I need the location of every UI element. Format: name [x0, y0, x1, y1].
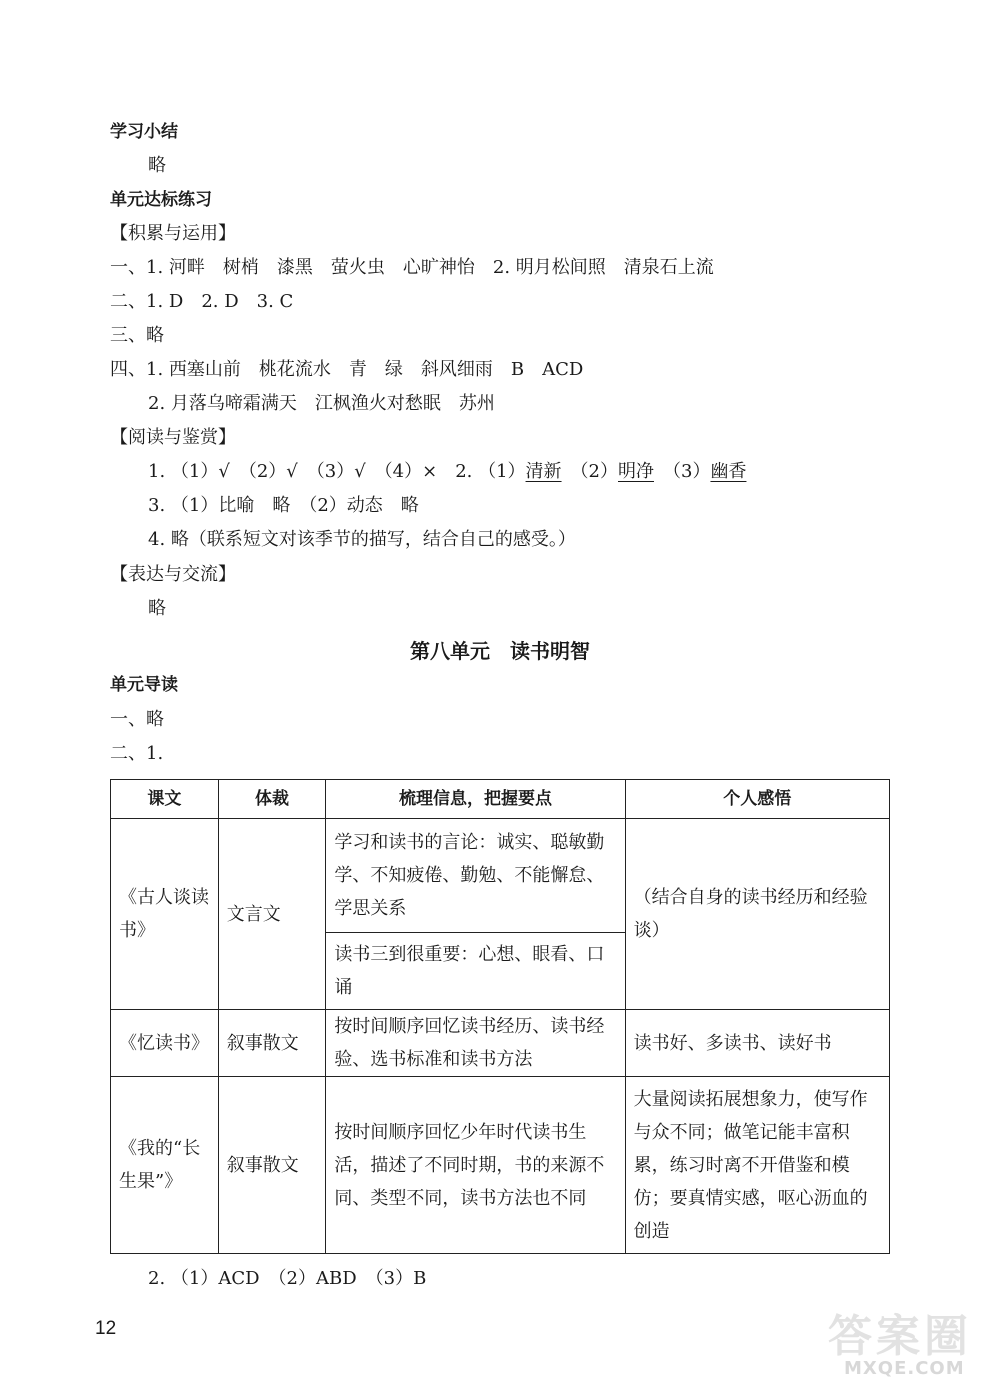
- reading-summary-table: [110, 779, 890, 1254]
- subsection-heading: 【表达与交流】: [110, 564, 236, 585]
- answer-line: 四、1. 西塞山前 桃花流水 青 绿 斜风细雨 B ACD: [110, 359, 584, 380]
- page-number: 12: [95, 1318, 117, 1339]
- watermark-logo: [822, 1300, 987, 1384]
- underlined-answer: 清新: [525, 461, 562, 482]
- header-cell: 课文: [111, 780, 219, 819]
- unit-title: 第八单元 读书明智: [410, 639, 590, 663]
- header-cell: 梳理信息，把握要点: [326, 780, 625, 819]
- cell-feeling: 大量阅读拓展想象力，使写作与众不同；做笔记能丰富积累，练习时离不开借鉴和模仿；要真情实感，呕心沥血的创造: [625, 1077, 889, 1254]
- header-cell: 个人感悟: [625, 780, 889, 819]
- cell-title: 《古人谈读书》: [111, 819, 219, 1010]
- table-row: [111, 819, 890, 933]
- table-header-row: [111, 780, 890, 819]
- section-heading-summary: 学习小结: [110, 122, 178, 142]
- answer-line: 1. （1）√ （2）√ （3）√ （4）× 2. （1）清新 （2）明净 （3）幽香: [148, 461, 747, 482]
- answer-line: 一、略: [110, 709, 164, 730]
- cell-point: 读书三到很重要：心想、眼看、口诵: [326, 932, 625, 1009]
- cell-point: 按时间顺序回忆读书经历、读书经验、选书标准和读书方法: [326, 1010, 625, 1077]
- answer-line: 略: [148, 155, 166, 176]
- section-heading-exercise: 单元达标练习: [110, 190, 212, 210]
- answer-line: 一、1. 河畔 树梢 漆黑 萤火虫 心旷神怡 2. 明月松间照 清泉石上流: [110, 257, 714, 278]
- cell-genre: 叙事散文: [218, 1077, 326, 1254]
- table-row: [111, 1077, 890, 1254]
- cell-genre: 叙事散文: [218, 1010, 326, 1077]
- answer-line: 4. 略（联系短文对该季节的描写，结合自己的感受。）: [148, 529, 576, 550]
- answer-line: 二、1.: [110, 743, 164, 764]
- cell-title: 《忆读书》: [111, 1010, 219, 1077]
- cell-feeling: （结合自身的读书经历和经验谈）: [625, 819, 889, 1010]
- answer-line: 3. （1）比喻 略 （2）动态 略: [148, 495, 419, 516]
- underlined-answer: 幽香: [710, 461, 747, 482]
- cell-point: 按时间顺序回忆少年时代读书生活，描述了不同时期，书的来源不同、类型不同，读书方法也不同: [326, 1077, 625, 1254]
- answer-line: 2. （1）ACD （2）ABD （3）B: [148, 1268, 427, 1289]
- answer-line: 2. 月落乌啼霜满天 江枫渔火对愁眠 苏州: [148, 393, 495, 414]
- watermark-url: MXQE.COM: [844, 1358, 965, 1379]
- answer-line: 三、略: [110, 325, 164, 346]
- cell-point: 学习和读书的言论：诚实、聪敏勤学、不知疲倦、勤勉、不能懈怠、学思关系: [326, 819, 625, 933]
- cell-title: 《我的“长生果”》: [111, 1077, 219, 1254]
- answer-line: 略: [148, 598, 166, 619]
- answer-line: 二、1. D 2. D 3. C: [110, 291, 294, 312]
- cell-feeling: 读书好、多读书、读好书: [625, 1010, 889, 1077]
- subsection-heading: 【积累与运用】: [110, 223, 236, 244]
- cell-genre: 文言文: [218, 819, 326, 1010]
- subsection-heading: 【阅读与鉴赏】: [110, 427, 236, 448]
- header-cell: 体裁: [218, 780, 326, 819]
- underlined-answer: 明净: [618, 461, 654, 482]
- watermark-logo-text: 答案圈: [828, 1311, 972, 1362]
- table-row: [111, 1010, 890, 1077]
- section-heading-guide: 单元导读: [110, 675, 178, 695]
